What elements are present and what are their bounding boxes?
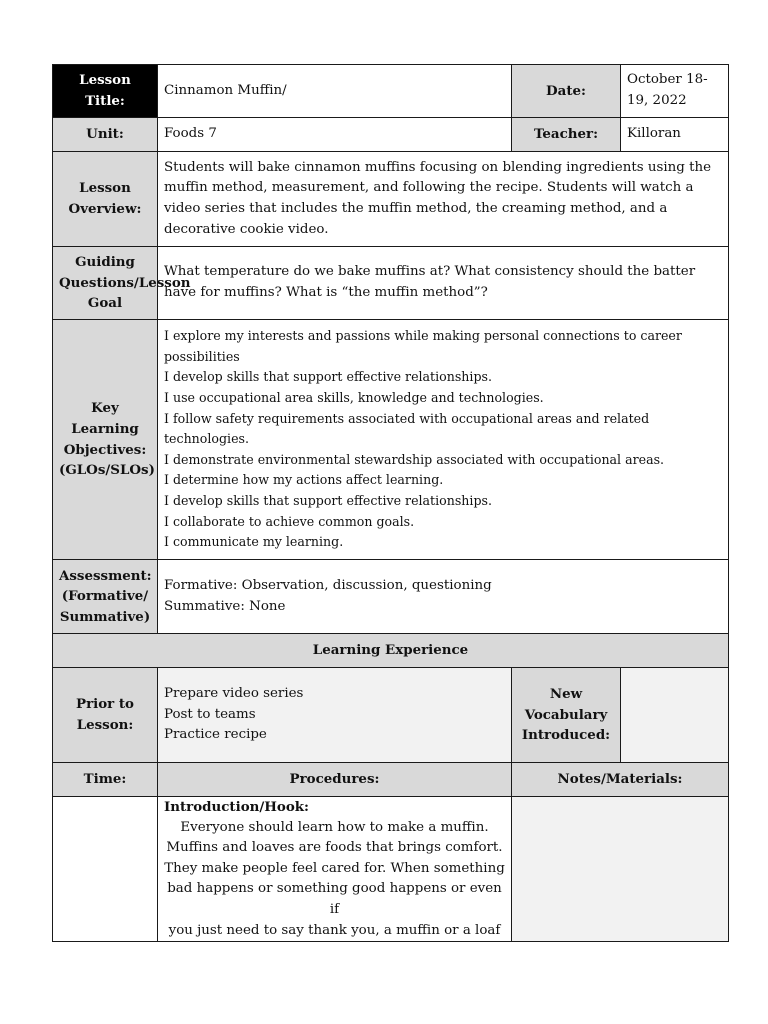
objective-item: I determine how my actions affect learning.	[164, 472, 444, 488]
lesson-title-value: Cinnamon Muffin/	[158, 65, 512, 118]
objective-item: I develop skills that support effective relationships.	[164, 369, 492, 385]
prior-label: Prior to Lesson:	[53, 668, 158, 763]
date-value: October 18-19, 2022	[621, 65, 729, 118]
introduction-title: Introduction/Hook:	[164, 799, 309, 815]
row-overview	[53, 152, 729, 247]
row-learning-experience	[53, 634, 729, 668]
objective-item: I use occupational area skills, knowledge and technologies.	[164, 390, 544, 406]
assessment-label: Assessment: (Formative/ Summative)	[53, 560, 158, 634]
prior-item: Post to teams	[164, 706, 256, 722]
objective-item: I collaborate to achieve common goals.	[164, 513, 415, 529]
row-procedure-headers	[53, 763, 729, 797]
row-lesson-title	[53, 65, 729, 118]
unit-label: Unit:	[53, 118, 158, 152]
objective-item: I communicate my learning.	[164, 534, 344, 550]
guiding-label: Guiding Questions/Lesson Goal	[53, 247, 158, 320]
overview-label: Lesson Overview:	[53, 152, 158, 247]
objective-item: I explore my interests and passions while making personal connections to career possibilities	[164, 328, 682, 364]
assessment-value	[158, 560, 729, 634]
notes-header: Notes/Materials:	[512, 763, 729, 797]
row-prior	[53, 668, 729, 763]
time-header: Time:	[53, 763, 158, 797]
objective-item: I demonstrate environmental stewardship associated with occupational areas.	[164, 451, 665, 467]
vocab-label: New Vocabulary Introduced:	[512, 668, 621, 763]
assessment-summative: Summative: None	[164, 598, 286, 614]
introduction-line: you just need to say thank you, a muffin or a loaf	[168, 922, 501, 938]
teacher-label: Teacher:	[512, 118, 621, 152]
notes-cell	[512, 797, 729, 942]
lesson-plan-table	[52, 64, 729, 942]
row-objectives	[53, 320, 729, 560]
introduction-cell	[158, 797, 512, 942]
objective-item: I develop skills that support effective relationships.	[164, 492, 492, 508]
row-guiding	[53, 247, 729, 320]
prior-list	[158, 668, 512, 763]
learning-experience-heading: Learning Experience	[53, 634, 729, 668]
guiding-value: What temperature do we bake muffins at? What consistency should the batter have for muffins? What is “the muffin method”?	[158, 247, 729, 320]
row-unit	[53, 118, 729, 152]
lesson-title-label: Lesson Title:	[53, 65, 158, 118]
time-cell	[53, 797, 158, 942]
overview-value: Students will bake cinnamon muffins focusing on blending ingredients using the muffin method, measurement, and following the recipe. Students will watch a video series that includes the muffin method, the creaming method, and a decorative cookie video.	[158, 152, 729, 247]
date-label: Date:	[512, 65, 621, 118]
teacher-value: Killoran	[621, 118, 729, 152]
objective-item: I follow safety requirements associated with occupational areas and related technologies.	[164, 410, 650, 447]
objectives-list	[158, 320, 729, 560]
assessment-formative: Formative: Observation, discussion, questioning	[164, 577, 492, 593]
introduction-line: Everyone should learn how to make a muffin.	[180, 819, 489, 835]
row-assessment	[53, 560, 729, 634]
procedures-header: Procedures:	[158, 763, 512, 797]
objectives-label: Key Learning Objectives: (GLOs/SLOs)	[53, 320, 158, 560]
vocab-value	[621, 668, 729, 763]
prior-item: Prepare video series	[164, 686, 304, 702]
row-introduction	[53, 797, 729, 942]
prior-item: Practice recipe	[164, 727, 267, 743]
introduction-line: Muffins and loaves are foods that brings comfort.	[166, 840, 503, 856]
introduction-line: They make people feel cared for. When something	[164, 860, 505, 876]
introduction-line: bad happens or something good happens or even if	[167, 881, 502, 917]
unit-value: Foods 7	[158, 118, 512, 152]
